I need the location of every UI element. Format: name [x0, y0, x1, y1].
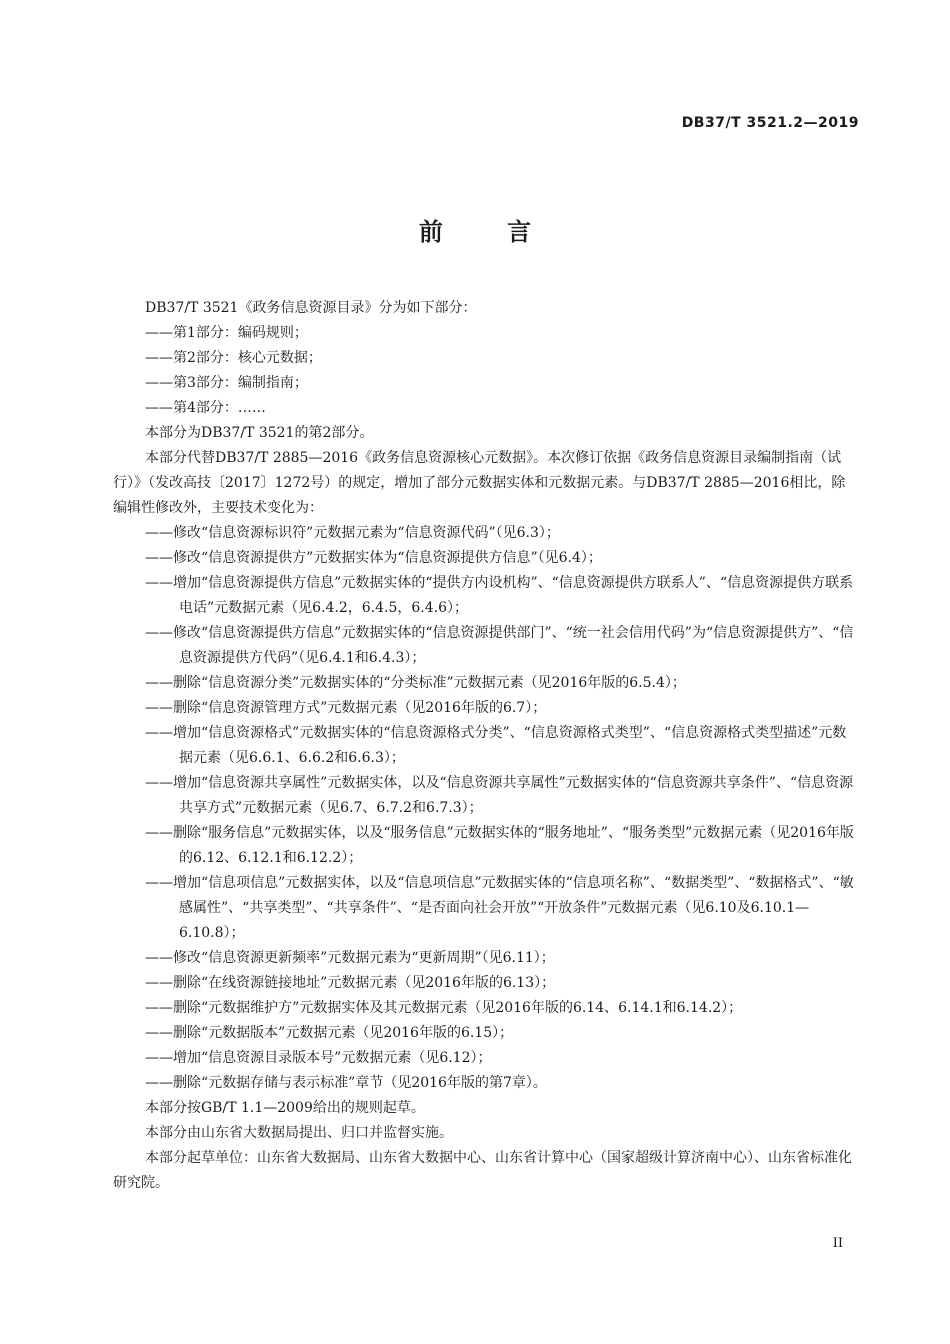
- part-item: ——第1部分：编码规则；: [145, 325, 308, 341]
- change-item: ——删除“元数据存储与表示标准”章节（见2016年版的第7章）。: [145, 1075, 547, 1091]
- this-part-paragraph: 本部分为DB37/T 3521的第2部分。: [145, 425, 374, 441]
- intro-paragraph: DB37/T 3521《政务信息资源目录》分为如下部分：: [145, 300, 477, 316]
- change-item: ——删除“服务信息”元数据实体，以及“服务信息”元数据实体的“服务地址”、“服务类型”元数据元素（见2016年版的6.12、6.12.1和6.12.2）；: [145, 825, 854, 866]
- page-number: II: [832, 1236, 843, 1251]
- change-item: ——增加“信息资源共享属性”元数据实体，以及“信息资源共享属性”元数据实体的“信息资源共享条件”、“信息资源共享方式”元数据元素（见6.7、6.7.2和6.7.3）；: [145, 775, 854, 816]
- change-item: ——修改“信息资源提供方”元数据实体为“信息资源提供方信息”（见6.4）；: [145, 550, 602, 566]
- part-item: ——第2部分：核心元数据；: [145, 350, 322, 366]
- change-item: ——增加“信息资源提供方信息”元数据实体的“提供方内设机构”、“信息资源提供方联系人”、“信息资源提供方联系电话”元数据元素（见6.4.2，6.4.5，6.4.6）；: [145, 575, 854, 616]
- standard-code: DB37/T 3521.2—2019: [681, 115, 859, 131]
- change-item: ——增加“信息资源目录版本号”元数据元素（见6.12）；: [145, 1050, 492, 1066]
- change-item: ——删除“在线资源链接地址”元数据元素（见2016年版的6.13）；: [145, 975, 556, 991]
- part-item: ——第3部分：编制指南；: [145, 375, 308, 391]
- change-item: ——删除“元数据维护方”元数据实体及其元数据元素（见2016年版的6.14、6.14.1和6.14.2）；: [145, 1000, 743, 1016]
- drafting-units-paragraph: 本部分起草单位：山东省大数据局、山东省大数据中心、山东省计算中心（国家超级计算济南中心）、山东省标准化研究院。: [113, 1150, 852, 1191]
- change-item: ——删除“信息资源管理方式”元数据元素（见2016年版的6.7）；: [145, 700, 547, 716]
- change-item: ——增加“信息项信息”元数据实体，以及“信息项信息”元数据实体的“信息项名称”、“数据类型”、“数据格式”、“敏感属性”、“共享类型”、“共享条件”、“是否面向社会开放”“开放条件”元数据元素（见6.10及6.10.1—6.10.8）；: [145, 875, 854, 941]
- change-item: ——修改“信息资源更新频率”元数据元素为“更新周期”（见6.11）；: [145, 950, 555, 966]
- part-item: ——第4部分：……: [145, 400, 266, 416]
- document-body: [113, 296, 859, 1196]
- replaces-paragraph: 本部分代替DB37/T 2885—2016《政务信息资源核心元数据》。本次修订依据《政务信息资源目录编制指南（试行）》（发改高技〔2017〕1272号）的规定，增加了部分元数据实体和元数据元素。与DB37/T 2885—2016相比，除编辑性修改外，主要技术变化为：: [113, 450, 846, 516]
- drafting-rule-paragraph: 本部分按GB/T 1.1—2009给出的规则起草。: [145, 1100, 425, 1116]
- page-title: 前 言: [418, 218, 560, 246]
- proposed-by-paragraph: 本部分由山东省大数据局提出、归口并监督实施。: [145, 1125, 453, 1141]
- change-item: ——修改“信息资源标识符”元数据元素为“信息资源代码”（见6.3）；: [145, 525, 560, 541]
- change-item: ——删除“信息资源分类”元数据实体的“分类标准”元数据元素（见2016年版的6.5.4）；: [145, 675, 686, 691]
- change-item: ——修改“信息资源提供方信息”元数据实体的“信息资源提供部门”、“统一社会信用代码”为“信息资源提供方”、“信息资源提供方代码”（见6.4.1和6.4.3）；: [145, 625, 854, 666]
- change-item: ——增加“信息资源格式”元数据实体的“信息资源格式分类”、“信息资源格式类型”、“信息资源格式类型描述”元数据元素（见6.6.1、6.6.2和6.6.3）；: [145, 725, 847, 766]
- change-item: ——删除“元数据版本”元数据元素（见2016年版的6.15）；: [145, 1025, 514, 1041]
